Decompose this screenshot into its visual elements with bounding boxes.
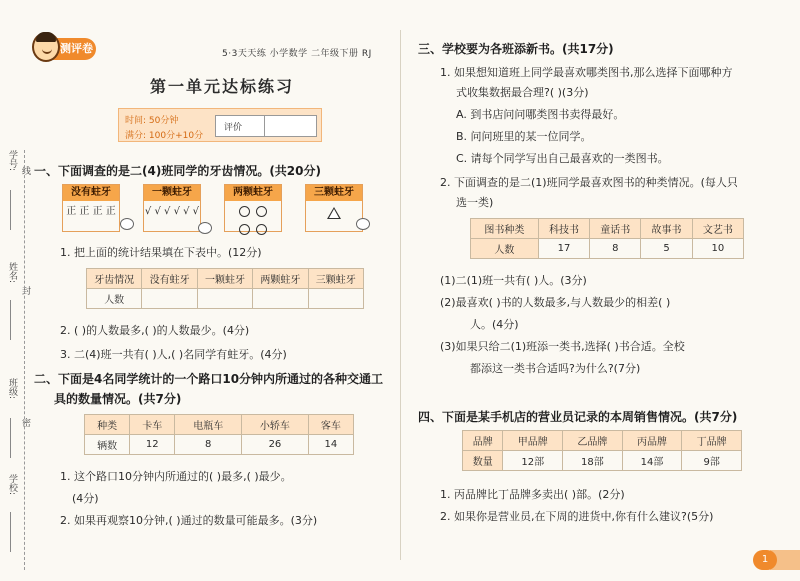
teeth-table [86,268,364,309]
tally-mark: 正 正 正 正 [66,206,116,217]
table-header: 三颗蛀牙 [308,269,363,289]
school-label: 学校: [7,474,17,496]
mascot-icon [32,32,60,62]
answer-cell[interactable] [197,289,252,309]
table-header: 故事书 [641,219,692,239]
option-b[interactable]: B. 问问班里的某一位同学。 [456,130,592,143]
name-label: 姓名: [7,262,17,284]
s3-part-3: (3)如果只给二(1)班添一类书,选择( )书合适。全校 [440,340,685,353]
row-label: 辆数 [85,435,130,455]
table-cell: 9部 [682,451,742,471]
tally-label: 三颗蛀牙 [306,185,362,201]
section1-heading: 一、下面调查的是二(4)班同学的牙齿情况。(共20分) [34,164,321,178]
tally-box-one-cavity [143,184,201,232]
table-header: 文艺书 [692,219,743,239]
section4-heading: 四、下面是某手机店的营业员记录的本周销售情况。(共7分) [418,410,738,424]
table-cell: 14部 [622,451,682,471]
section3-heading: 三、学校要为各班添新书。(共17分) [418,42,614,56]
sales-table [462,430,742,471]
s3-question-1-cont: 式收集数据最合理?( )(3分) [456,86,589,99]
table-cell: 12 [130,435,175,455]
cartoon-critter-icon [356,218,370,230]
books-table [470,218,744,259]
page-title: 第一单元达标练习 [150,77,295,96]
cartoon-critter-icon [120,218,134,230]
seal-mi-char: 密 [20,418,30,427]
table-header: 一颗蛀牙 [197,269,252,289]
table-header: 图书种类 [471,219,539,239]
full-score: 满分: 100分+10分 [125,131,204,141]
table-header: 丙品牌 [622,431,682,451]
table-header: 童话书 [590,219,641,239]
row-label: 人数 [471,239,539,259]
s3-question-2-cont: 选一类) [456,196,494,209]
table-header: 甲品牌 [503,431,563,451]
table-cell: 17 [538,239,589,259]
s3-part-3-cont: 都添这一类书合适吗?为什么?(7分) [470,362,641,375]
option-c[interactable]: C. 请每个同学写出自己最喜欢的一类图书。 [456,152,669,165]
s3-part-2: (2)最喜欢( )书的人数最多,与人数最少的相差( ) [440,296,671,309]
badge-label: 测评卷 [60,42,93,55]
tally-label: 两颗蛀牙 [225,185,281,201]
info-box [118,108,322,142]
triangle-mark [306,201,362,224]
tally-box-two-cavities [224,184,282,232]
table-cell: 5 [641,239,692,259]
section2-heading-line2: 具的数量情况。(共7分) [54,392,182,406]
table-header: 科技书 [538,219,589,239]
table-header: 小轿车 [242,415,309,435]
s1-question-2: 2. ( )的人数最多,( )的人数最少。(4分) [60,324,250,337]
student-id-fill-line[interactable] [10,190,11,230]
tally-label: 没有蛀牙 [63,185,119,201]
table-cell: 12部 [503,451,563,471]
answer-cell[interactable] [308,289,363,309]
traffic-table [84,414,354,455]
series-header: 5·3天天练 小学数学 二年级下册 RJ [222,49,372,59]
table-cell: 8 [590,239,641,259]
tally-box-no-cavity [62,184,120,232]
test-badge [34,38,96,60]
table-header: 牙齿情况 [87,269,142,289]
s1-question-3: 3. 二(4)班一共有( )人,( )名同学有蛀牙。(4分) [60,348,287,361]
s3-part-1: (1)二(1)班一共有( )人。(3分) [440,274,587,287]
student-id-label: 学号: [7,150,17,172]
table-header: 乙品牌 [563,431,623,451]
seal-line-char: 线 [20,166,30,175]
table-header: 品牌 [463,431,503,451]
tally-label: 一颗蛀牙 [144,185,200,201]
answer-cell[interactable] [142,289,197,309]
page-number: 1 [753,550,777,570]
s4-question-2: 2. 如果你是营业员,在下周的进货中,你有什么建议?(5分) [440,510,714,523]
name-fill-line[interactable] [10,300,11,340]
seal-feng-char: 封 [20,286,30,295]
column-divider [400,30,401,560]
class-label: 班级: [7,378,17,400]
s2-question-1-points: (4分) [72,492,99,505]
table-cell: 8 [175,435,242,455]
table-cell: 18部 [563,451,623,471]
table-header: 没有蛀牙 [142,269,197,289]
circle-marks [225,201,281,241]
table-header: 卡车 [130,415,175,435]
school-fill-line[interactable] [10,512,11,552]
answer-cell[interactable] [253,289,308,309]
tally-box-three-cavities [305,184,363,232]
row-label: 数量 [463,451,503,471]
seal-dashed-line [24,150,25,570]
table-header: 种类 [85,415,130,435]
table-cell: 14 [308,435,353,455]
s3-question-2: 2. 下面调查的是二(1)班同学最喜欢图书的种类情况。(每人只 [440,176,738,189]
section2-heading-line1: 二、下面是4名同学统计的一个路口10分钟内所通过的各种交通工 [34,372,384,386]
s4-question-1: 1. 丙品牌比丁品牌多卖出( )部。(2分) [440,488,625,501]
row-label: 人数 [87,289,142,309]
table-header: 两颗蛀牙 [253,269,308,289]
tally-mark: √ √ √ √ √ √ [144,206,200,217]
table-cell: 10 [692,239,743,259]
table-header: 客车 [308,415,353,435]
class-fill-line[interactable] [10,418,11,458]
cartoon-critter-icon [198,222,212,234]
table-header: 丁品牌 [682,431,742,451]
time-limit: 时间: 50分钟 [125,116,179,126]
s3-question-1: 1. 如果想知道班上同学最喜欢哪类图书,那么选择下面哪种方 [440,66,733,79]
rating-label: 评价 [224,123,243,133]
s3-part-2-cont: 人。(4分) [470,318,519,331]
s2-question-1: 1. 这个路口10分钟内所通过的( )最多,( )最少。 [60,470,292,483]
rating-box[interactable] [215,115,317,137]
option-a[interactable]: A. 到书店问问哪类图书卖得最好。 [456,108,625,121]
table-cell: 26 [242,435,309,455]
s2-question-2: 2. 如果再观察10分钟,( )通过的数量可能最多。(3分) [60,514,318,527]
table-header: 电瓶车 [175,415,242,435]
s1-question-1: 1. 把上面的统计结果填在下表中。(12分) [60,246,262,259]
